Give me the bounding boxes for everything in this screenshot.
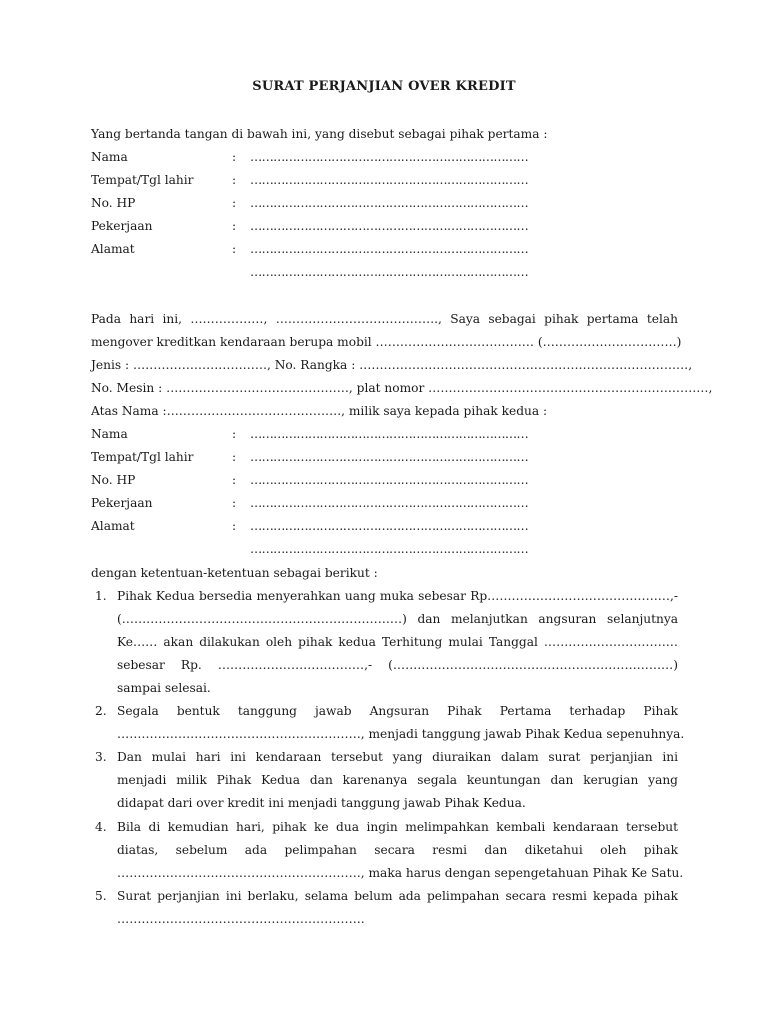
field-colon: :	[232, 196, 237, 210]
field-label-pekerjaan: Pekerjaan	[91, 496, 153, 510]
document-title: SURAT PERJANJIAN OVER KREDIT	[252, 79, 516, 94]
field-blank: ………………………………………………………………	[250, 242, 529, 256]
field-blank: ………………………………………………………………	[250, 519, 529, 533]
field-label-nama: Nama	[91, 427, 128, 441]
field-colon: :	[232, 150, 237, 164]
field-blank: ………………………………………………………………	[250, 219, 529, 233]
term-line: …………………………………………………….	[117, 912, 365, 926]
term-line: Pihak Kedua bersedia menyerahkan uang muka sebesar Rp………………………………………,-	[117, 589, 678, 603]
term-line: ……………………………………………………, menjadi tanggung jawab Pihak Kedua sepenuhnya.	[117, 727, 685, 741]
field-blank: ………………………………………………………………	[250, 196, 529, 210]
field-blank: ………………………………………………………………	[250, 496, 529, 510]
term-number: 5.	[95, 889, 107, 903]
paragraph-line: No. Mesin : ………………………………………, plat nomor ……………………………………………………………,	[91, 381, 713, 395]
paragraph-line: Pada hari ini, ………………, …………………………………., Saya sebagai pihak pertama telah	[91, 312, 678, 326]
field-colon: :	[232, 450, 237, 464]
intro-text: Yang bertanda tangan di bawah ini, yang disebut sebagai pihak pertama :	[91, 127, 548, 141]
field-blank: ………………………………………………………………	[250, 173, 529, 187]
field-blank: ………………………………………………………………	[250, 427, 529, 441]
field-blank: ………………………………………………………………	[250, 473, 529, 487]
field-colon: :	[232, 427, 237, 441]
field-label-no-hp: No. HP	[91, 196, 136, 210]
field-blank: ………………………………………………………………	[250, 150, 529, 164]
field-colon: :	[232, 496, 237, 510]
field-blank-continued: ………………………………………………………………	[250, 265, 529, 279]
field-label-alamat: Alamat	[91, 242, 135, 256]
field-label-no-hp: No. HP	[91, 473, 136, 487]
field-blank: ………………………………………………………………	[250, 450, 529, 464]
field-label-pekerjaan: Pekerjaan	[91, 219, 153, 233]
term-number: 4.	[95, 820, 107, 834]
field-label-tempat-tgl-lahir: Tempat/Tgl lahir	[91, 173, 194, 187]
term-line: didapat dari over kredit ini menjadi tanggung jawab Pihak Kedua.	[117, 796, 526, 810]
paragraph-line: Jenis : ……………………………, No. Rangka : ………………………………………………………………………,	[91, 358, 693, 372]
field-colon: :	[232, 473, 237, 487]
term-line: sebesar Rp. ………………………………,- (……………………………………………………………)	[117, 658, 678, 672]
field-colon: :	[232, 242, 237, 256]
field-colon: :	[232, 519, 237, 533]
term-line: ……………………………………………………, maka harus dengan sepengetahuan Pihak Ke Satu.	[117, 866, 684, 880]
term-number: 3.	[95, 750, 107, 764]
paragraph-line: mengover kreditkan kendaraan berupa mobil ………………………………… (……………………………)	[91, 335, 682, 349]
term-line: menjadi milik Pihak Kedua dan karenanya segala keuntungan dan kerugian yang	[117, 773, 678, 787]
field-label-nama: Nama	[91, 150, 128, 164]
term-line: Dan mulai hari ini kendaraan tersebut yang diuraikan dalam surat perjanjian ini	[117, 750, 678, 764]
term-number: 1.	[95, 589, 107, 603]
term-line: Segala bentuk tanggung jawab Angsuran Pihak Pertama terhadap Pihak	[117, 704, 678, 718]
term-line: Bila di kemudian hari, pihak ke dua ingin melimpahkan kembali kendaraan tersebut	[117, 820, 678, 834]
term-line: sampai selesai.	[117, 681, 211, 695]
field-label-tempat-tgl-lahir: Tempat/Tgl lahir	[91, 450, 194, 464]
term-number: 2.	[95, 704, 107, 718]
field-blank-continued: ………………………………………………………………	[250, 542, 529, 556]
term-line: diatas, sebelum ada pelimpahan secara resmi dan diketahui oleh pihak	[117, 843, 678, 857]
term-line: Ke…… akan dilakukan oleh pihak kedua Terhitung mulai Tanggal ……………………………	[117, 635, 678, 649]
terms-intro: dengan ketentuan-ketentuan sebagai berikut :	[91, 566, 378, 580]
field-label-alamat: Alamat	[91, 519, 135, 533]
field-colon: :	[232, 219, 237, 233]
paragraph-line: Atas Nama :……………………………………., milik saya kepada pihak kedua :	[91, 404, 548, 418]
field-colon: :	[232, 173, 237, 187]
term-line: (……………………………………………………………) dan melanjutkan angsuran selanjutnya	[117, 612, 678, 626]
term-line: Surat perjanjian ini berlaku, selama belum ada pelimpahan secara resmi kepada pihak	[117, 889, 678, 903]
